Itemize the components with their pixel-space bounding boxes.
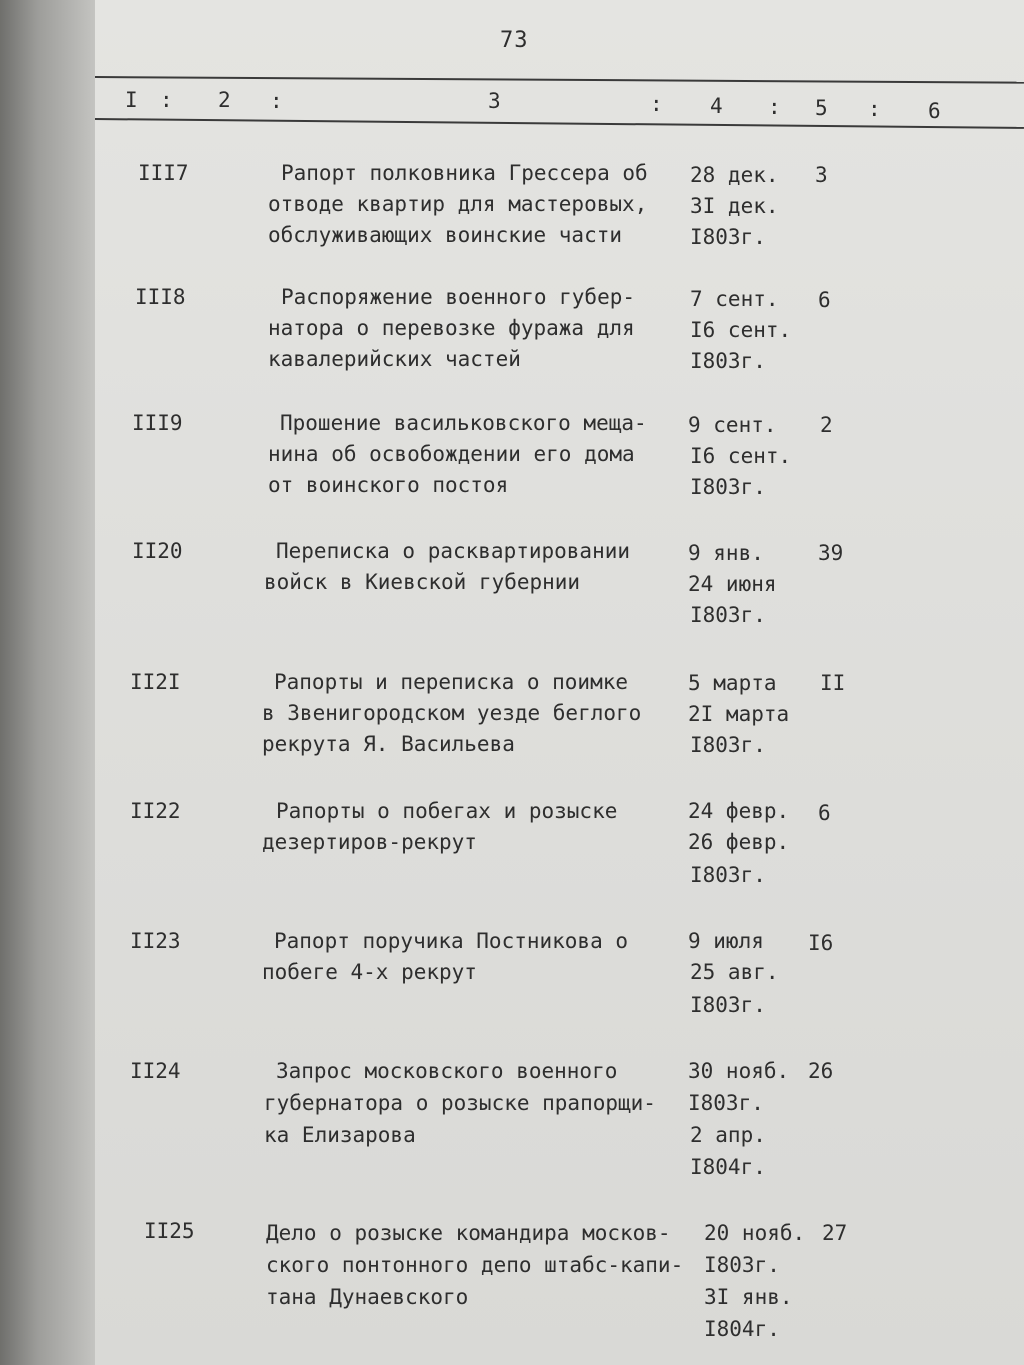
case-date: 3I янв. xyxy=(704,1285,793,1309)
case-sheet-count: 6 xyxy=(818,288,831,312)
case-sheet-count: 2 xyxy=(820,413,833,437)
case-title-line: Прошение васильковского меща- xyxy=(280,411,647,435)
case-date: 30 нояб. xyxy=(688,1059,790,1083)
case-sheet-count: I6 xyxy=(808,931,834,955)
case-date: I803г. xyxy=(690,349,766,373)
case-title-line: Дело о розыске командира москов- xyxy=(266,1221,671,1245)
case-sheet-count: 3 xyxy=(815,163,828,187)
case-title-line: Рапорты и переписка о поимке xyxy=(274,670,629,694)
case-date: I803г. xyxy=(690,603,766,627)
case-title-line: дезертиров-рекрут xyxy=(262,830,477,854)
case-date: I803г. xyxy=(690,733,766,757)
case-title-line: обслуживающих воинские части xyxy=(268,223,623,247)
column-separator: : xyxy=(160,88,173,112)
case-date: 28 дек. xyxy=(690,163,779,187)
case-date: I6 сент. xyxy=(690,318,792,342)
case-date: 20 нояб. xyxy=(704,1221,806,1245)
case-title-line: рекрута Я. Васильева xyxy=(262,732,515,756)
case-number: III9 xyxy=(132,411,183,435)
column-header-2: 2 xyxy=(218,88,231,112)
case-title-line: Рапорт полковника Грессера об xyxy=(281,161,648,185)
case-title-line: побеге 4-х рекрут xyxy=(262,960,477,984)
case-date: 3I дек. xyxy=(690,194,779,218)
case-title-line: ского понтонного депо штабс-капи- xyxy=(266,1253,684,1277)
page-edge-shadow xyxy=(0,0,95,1365)
case-title-line: войск в Киевской губернии xyxy=(264,570,581,594)
column-separator: : xyxy=(768,95,781,119)
case-title-line: ка Елизарова xyxy=(264,1123,416,1147)
case-sheet-count: 27 xyxy=(822,1221,848,1245)
case-title-line: Запрос московского военного xyxy=(276,1059,618,1083)
case-title-line: Рапорты о побегах и розыске xyxy=(276,799,618,823)
case-date: 9 янв. xyxy=(688,541,764,565)
case-title-line: от воинского постоя xyxy=(268,473,509,497)
column-header-1: I xyxy=(125,88,138,112)
case-date: I803г. xyxy=(688,1091,764,1115)
case-number: II25 xyxy=(144,1219,195,1243)
column-separator: : xyxy=(868,97,881,121)
case-title-line: Распоряжение военного губер- xyxy=(281,285,636,309)
case-date: I804г. xyxy=(704,1317,780,1341)
case-date: 7 сент. xyxy=(690,287,779,311)
case-title-line: в Звенигородском уезде беглого xyxy=(262,701,642,725)
case-title-line: губернатора о розыске прапорщи- xyxy=(264,1091,656,1115)
case-sheet-count: II xyxy=(820,671,846,695)
case-date: 24 февр. xyxy=(688,799,790,823)
column-header-6: 6 xyxy=(928,99,941,123)
case-sheet-count: 26 xyxy=(808,1059,834,1083)
case-date: I803г. xyxy=(704,1253,780,1277)
case-date: 2I марта xyxy=(688,702,790,726)
case-number: III7 xyxy=(138,161,189,185)
case-date: I803г. xyxy=(690,475,766,499)
case-sheet-count: 6 xyxy=(818,801,831,825)
page-number: 73 xyxy=(500,28,529,53)
case-number: III8 xyxy=(135,285,186,309)
case-date: 25 авг. xyxy=(690,960,779,984)
case-title-line: кавалерийских частей xyxy=(268,347,521,371)
case-date: I6 сент. xyxy=(690,444,792,468)
column-header-4: 4 xyxy=(710,94,723,118)
case-title-line: Переписка о расквартировании xyxy=(276,539,631,563)
case-number: II20 xyxy=(132,539,183,563)
case-title-line: нина об освобождении его дома xyxy=(268,442,635,466)
column-separator: : xyxy=(270,89,283,113)
column-header-5: 5 xyxy=(815,96,828,120)
case-date: I803г. xyxy=(690,863,766,887)
case-date: 5 марта xyxy=(688,671,777,695)
case-title-line: Рапорт поручика Постникова о xyxy=(274,929,629,953)
case-number: II24 xyxy=(130,1059,181,1083)
case-number: II2I xyxy=(130,670,181,694)
case-date: I803г. xyxy=(690,993,766,1017)
case-number: II22 xyxy=(130,799,181,823)
case-date: 24 июня xyxy=(688,572,777,596)
case-date: I804г. xyxy=(690,1155,766,1179)
column-separator: : xyxy=(650,92,663,116)
column-header-3: 3 xyxy=(488,89,501,113)
case-date: 9 сент. xyxy=(688,413,777,437)
case-number: II23 xyxy=(130,929,181,953)
case-date: I803г. xyxy=(690,225,766,249)
case-date: 26 февр. xyxy=(688,830,790,854)
case-title-line: отводе квартир для мастеровых, xyxy=(268,192,648,216)
case-sheet-count: 39 xyxy=(818,541,844,565)
case-date: 9 июля xyxy=(688,929,764,953)
case-title-line: тана Дунаевского xyxy=(266,1285,469,1309)
case-title-line: натора о перевозке фуража для xyxy=(268,316,635,340)
case-date: 2 апр. xyxy=(690,1123,766,1147)
